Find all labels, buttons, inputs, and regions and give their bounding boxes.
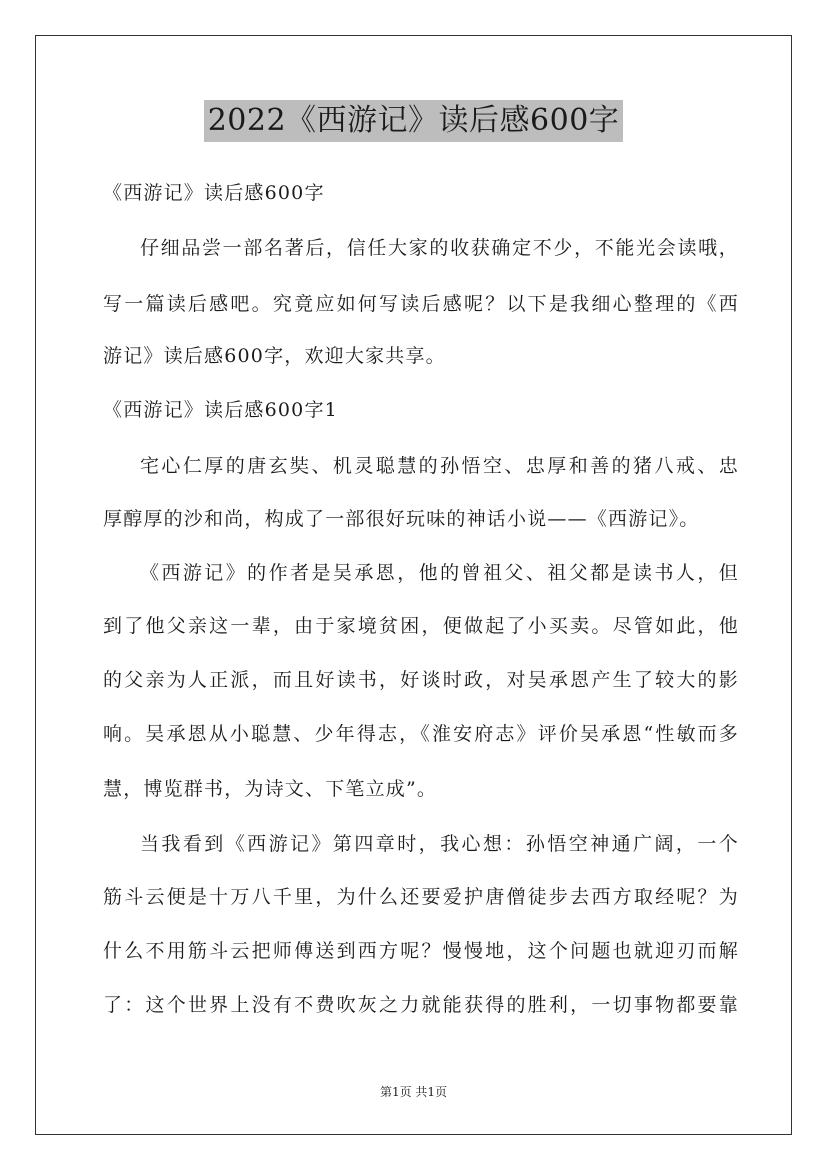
subtitle-line: 《西游记》读后感600字 [103,182,325,204]
document-title: 2022《西游记》读后感600字 [204,100,624,142]
title-wrap [0,100,827,142]
paragraph-line: 宅心仁厚的唐玄奘、机灵聪慧的孙悟空、忠厚和善的猪八戒、忠 [140,455,739,477]
paragraph-line: 什么不用筋斗云把师傅送到西方呢？慢慢地，这个问题也就迎刃而解 [103,940,739,962]
paragraph-line: 写一篇读后感吧。究竟应如何写读后感呢？以下是我细心整理的《西 [103,293,739,315]
page-footer: 第1页 共1页 [379,1085,448,1099]
paragraph-line: 了：这个世界上没有不费吹灰之力就能获得的胜利，一切事物都要靠 [103,994,739,1016]
paragraph-line: 的父亲为人正派，而且好读书，好谈时政，对吴承恩产生了较大的影 [103,669,739,691]
paragraph-line: 《西游记》的作者是吴承恩，他的曾祖父、祖父都是读书人，但 [140,562,739,584]
section-heading: 《西游记》读后感600字1 [103,399,338,421]
paragraph-line: 筋斗云便是十万八千里，为什么还要爱护唐僧徒步去西方取经呢？为 [103,886,739,908]
paragraph-line: 仔细品尝一部名著后，信任大家的收获确定不少，不能光会读哦， [140,237,739,259]
paragraph-line: 游记》读后感600字，欢迎大家共享。 [103,345,446,367]
paragraph-line: 当我看到《西游记》第四章时，我心想：孙悟空神通广阔，一个 [140,833,739,855]
paragraph-line: 慧，博览群书，为诗文、下笔立成”。 [103,778,438,800]
paragraph-line: 到了他父亲这一辈，由于家境贫困，便做起了小买卖。尽管如此，他 [103,615,739,637]
paragraph-line: 响。吴承恩从小聪慧、少年得志，《淮安府志》评价吴承恩“性敏而多 [103,723,739,745]
paragraph-line: 厚醇厚的沙和尚，构成了一部很好玩味的神话小说——《西游记》。 [103,508,700,530]
